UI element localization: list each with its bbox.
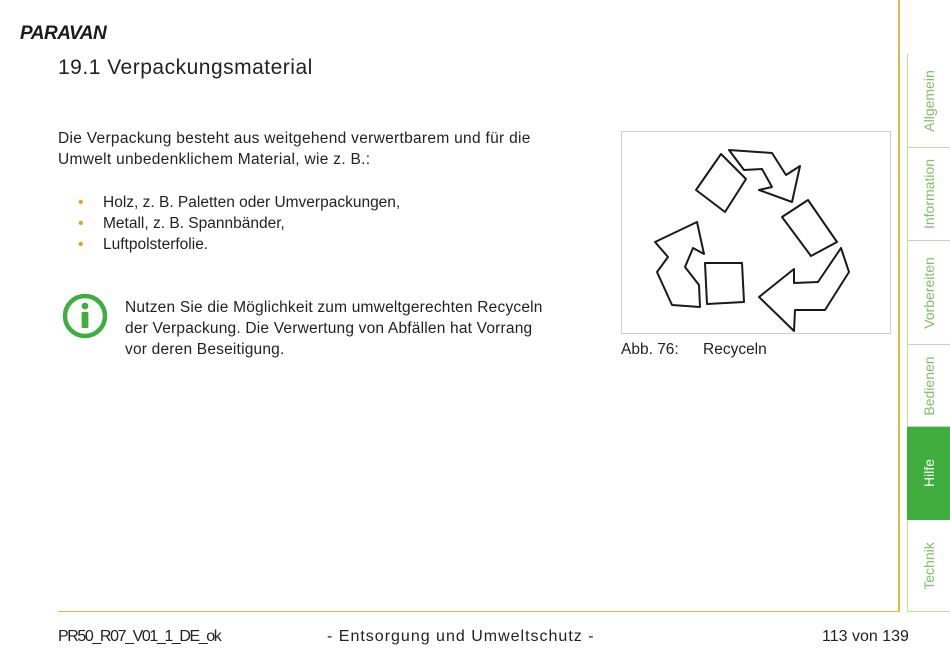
- tab-label: Hilfe: [921, 458, 937, 488]
- chapter-tabs: [907, 54, 950, 612]
- material-list: [78, 192, 400, 255]
- document-id: PR50_R07_V01_1_DE_ok: [58, 628, 221, 645]
- list-item-text: Metall, z. B. Spannbänder,: [103, 215, 285, 232]
- intro-line: Die Verpackung besteht aus weitgehend verwertbarem und für die: [58, 130, 531, 147]
- note-line: Nutzen Sie die Möglichkeit zum umweltgerechten Recyceln: [125, 299, 543, 316]
- bullet-icon: •: [78, 215, 84, 232]
- logo-text: PARAVAN: [20, 23, 107, 44]
- recycle-figure: [621, 131, 891, 334]
- footer-divider: [58, 611, 900, 612]
- list-item: [78, 234, 400, 255]
- tab-allgemein[interactable]: [907, 54, 950, 148]
- tab-label: Bedienen: [921, 355, 937, 416]
- list-item: [78, 213, 400, 234]
- list-item-text: Holz, z. B. Paletten oder Umverpackungen,: [103, 194, 401, 211]
- list-item: [78, 192, 400, 213]
- section-name: - Entsorgung und Umweltschutz -: [327, 628, 595, 645]
- paravan-logo: [20, 20, 120, 44]
- caption-text: Recyceln: [703, 341, 767, 358]
- tab-vorbereiten[interactable]: [907, 241, 950, 345]
- tab-label: Vorbereiten: [921, 256, 937, 329]
- bullet-icon: •: [78, 236, 84, 253]
- note-line: vor deren Beseitigung.: [125, 341, 285, 358]
- list-item-text: Luftpolsterfolie.: [103, 236, 209, 253]
- vertical-divider: [898, 0, 900, 612]
- tab-label: Information: [921, 158, 937, 230]
- intro-line: Umwelt unbedenklichem Material, wie z. B.:: [58, 151, 371, 168]
- tab-bedienen[interactable]: [907, 345, 950, 427]
- tab-information[interactable]: [907, 148, 950, 241]
- caption-number: Abb. 76:: [621, 341, 679, 358]
- info-note: [125, 297, 595, 360]
- tab-technik[interactable]: [907, 520, 950, 612]
- info-icon: [62, 293, 108, 339]
- figure-caption: [621, 341, 767, 359]
- note-line: der Verpackung. Die Verwertung von Abfällen hat Vorrang: [125, 320, 533, 337]
- tab-label: Allgemein: [921, 69, 937, 132]
- tab-hilfe[interactable]: [907, 427, 950, 520]
- page-number: 113 von 139: [822, 628, 909, 645]
- recycle-icon: [622, 132, 890, 333]
- intro-paragraph: [58, 128, 588, 170]
- tab-label: Technik: [921, 541, 937, 590]
- bullet-icon: •: [78, 194, 84, 211]
- page-title: 19.1 Verpackungsmaterial: [58, 56, 313, 79]
